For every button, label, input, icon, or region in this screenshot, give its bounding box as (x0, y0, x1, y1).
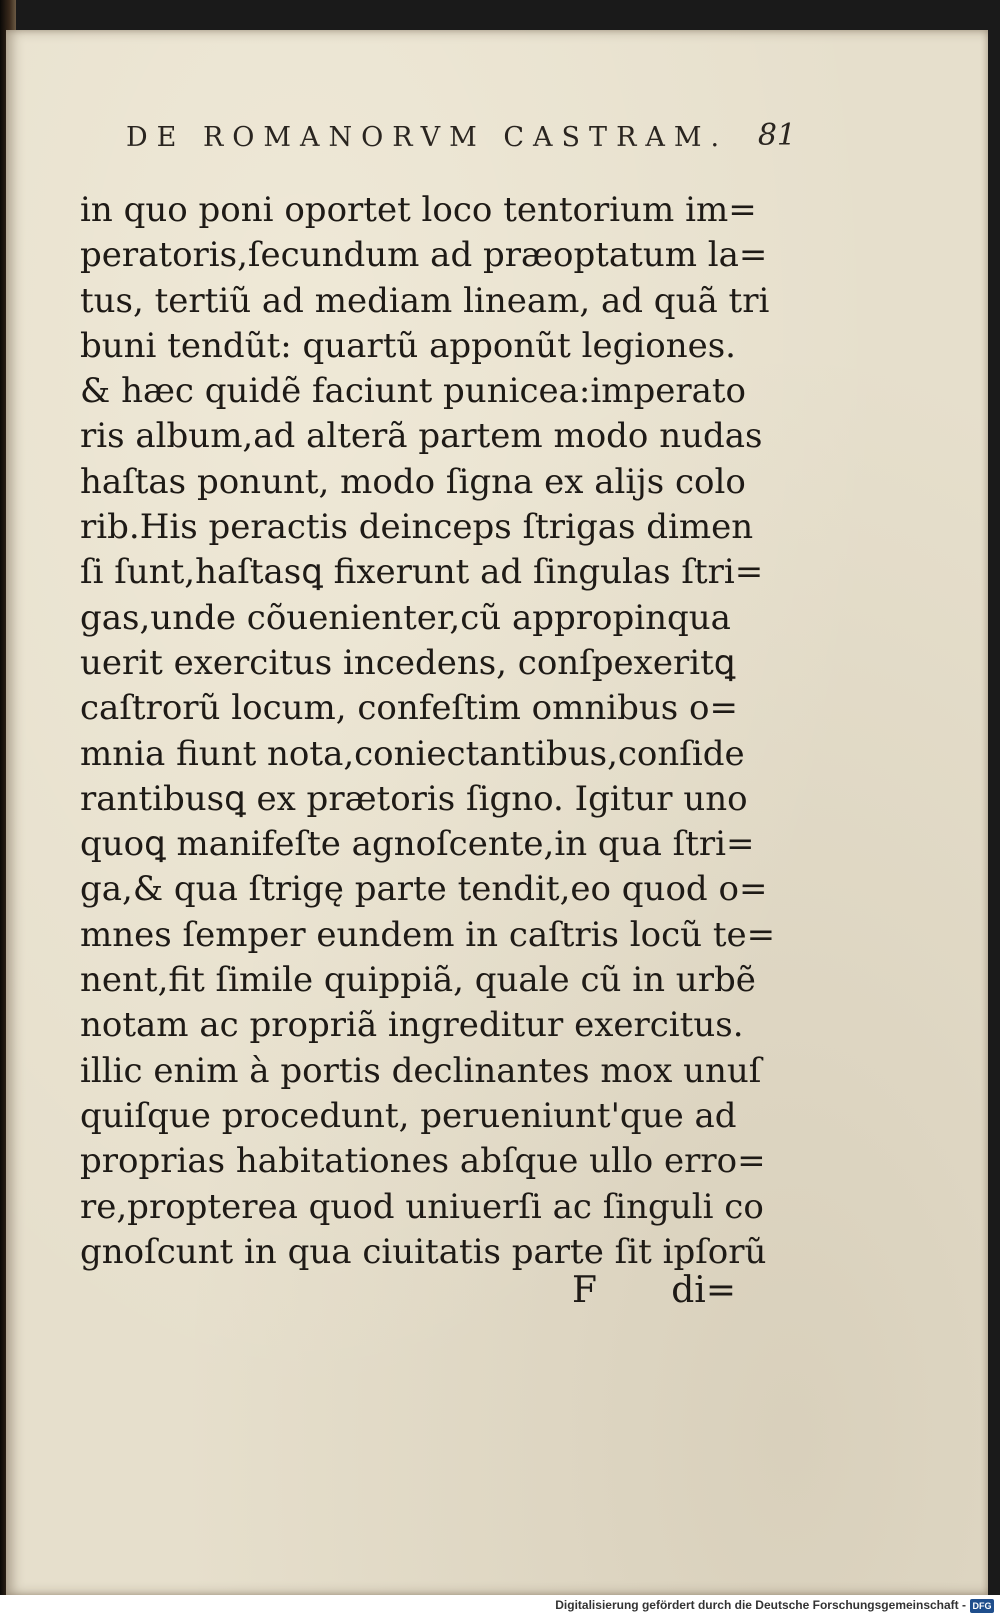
digitization-footer (0, 1595, 1000, 1617)
text-line: proprias habitationes abſque ullo erro= (80, 1141, 766, 1182)
digitization-credit-text: Digitalisierung gefördert durch die Deutsche Forschungsgemeinschaft - (555, 1598, 966, 1612)
catchline (566, 1270, 746, 1320)
text-line: gas,unde cõuenienter,cũ appropinqua (80, 597, 731, 638)
page-number: 81 (757, 118, 796, 153)
text-line: tus, tertiũ ad mediam lineam, ad quã tri (80, 280, 770, 321)
text-line: caſtrorũ locum, confeſtim omnibus o= (80, 688, 739, 729)
text-line: haſtas ponunt, modo ſigna ex aliјs colo (80, 461, 746, 502)
text-line: rantibusꝗ ex prætoris ſigno. Igitur uno (80, 778, 748, 819)
text-line: & hæc quidẽ faciunt punicea:imperato (80, 371, 747, 412)
text-line: ſi ſunt,haſtasꝗ fixerunt ad ſingulas ſtri= (80, 552, 764, 593)
text-line: illic enim à portis declinantes mox unuſ (80, 1050, 762, 1091)
book-page (6, 30, 988, 1595)
text-line: quiſque procedunt, perueniunt'que ad (80, 1095, 737, 1136)
dfg-logo-icon: DFG (970, 1599, 994, 1613)
text-line: gnoſcunt in qua ciuitatis parte ſit ipſorũ (80, 1231, 767, 1272)
running-head (126, 118, 796, 158)
text-line: rib.His peractis deinceps ſtrigas dimen (80, 507, 754, 548)
text-line: mnia fiunt nota,coniectantibus,conſide (80, 733, 745, 774)
text-line: notam ac propriã ingreditur exercitus. (80, 1005, 744, 1046)
text-line: quoꝗ manifeſte agnoſcente,in qua ſtri= (80, 824, 755, 865)
body-text (80, 188, 776, 1275)
text-line: buni tendũt: quartũ apponũt legiones. (80, 325, 736, 366)
catchword: di= (671, 1270, 736, 1311)
text-line: mnes ſemper eundem in caſtris locũ te= (80, 914, 776, 955)
text-line: ga,& qua ſtrigę parte tendit,eo quod o= (80, 869, 768, 910)
text-line: re,propterea quod uniuerſi ac ſinguli co (80, 1186, 764, 1227)
running-head-title: DE ROMANORVM CASTRAM. (126, 122, 729, 153)
signature-mark: F (572, 1270, 597, 1311)
text-line: peratoris,ſecundum ad præoptatum la= (80, 235, 768, 276)
text-line: nent,fit ſimile quippiã, quale cũ in urbẽ (80, 960, 756, 1001)
text-line: ris album,ad alterã partem modo nudas (80, 416, 763, 457)
text-line: in quo poni oportet loco tentorium im= (80, 190, 757, 230)
text-line: uerit exercitus incedens, conſpexeritꝗ (80, 642, 736, 683)
